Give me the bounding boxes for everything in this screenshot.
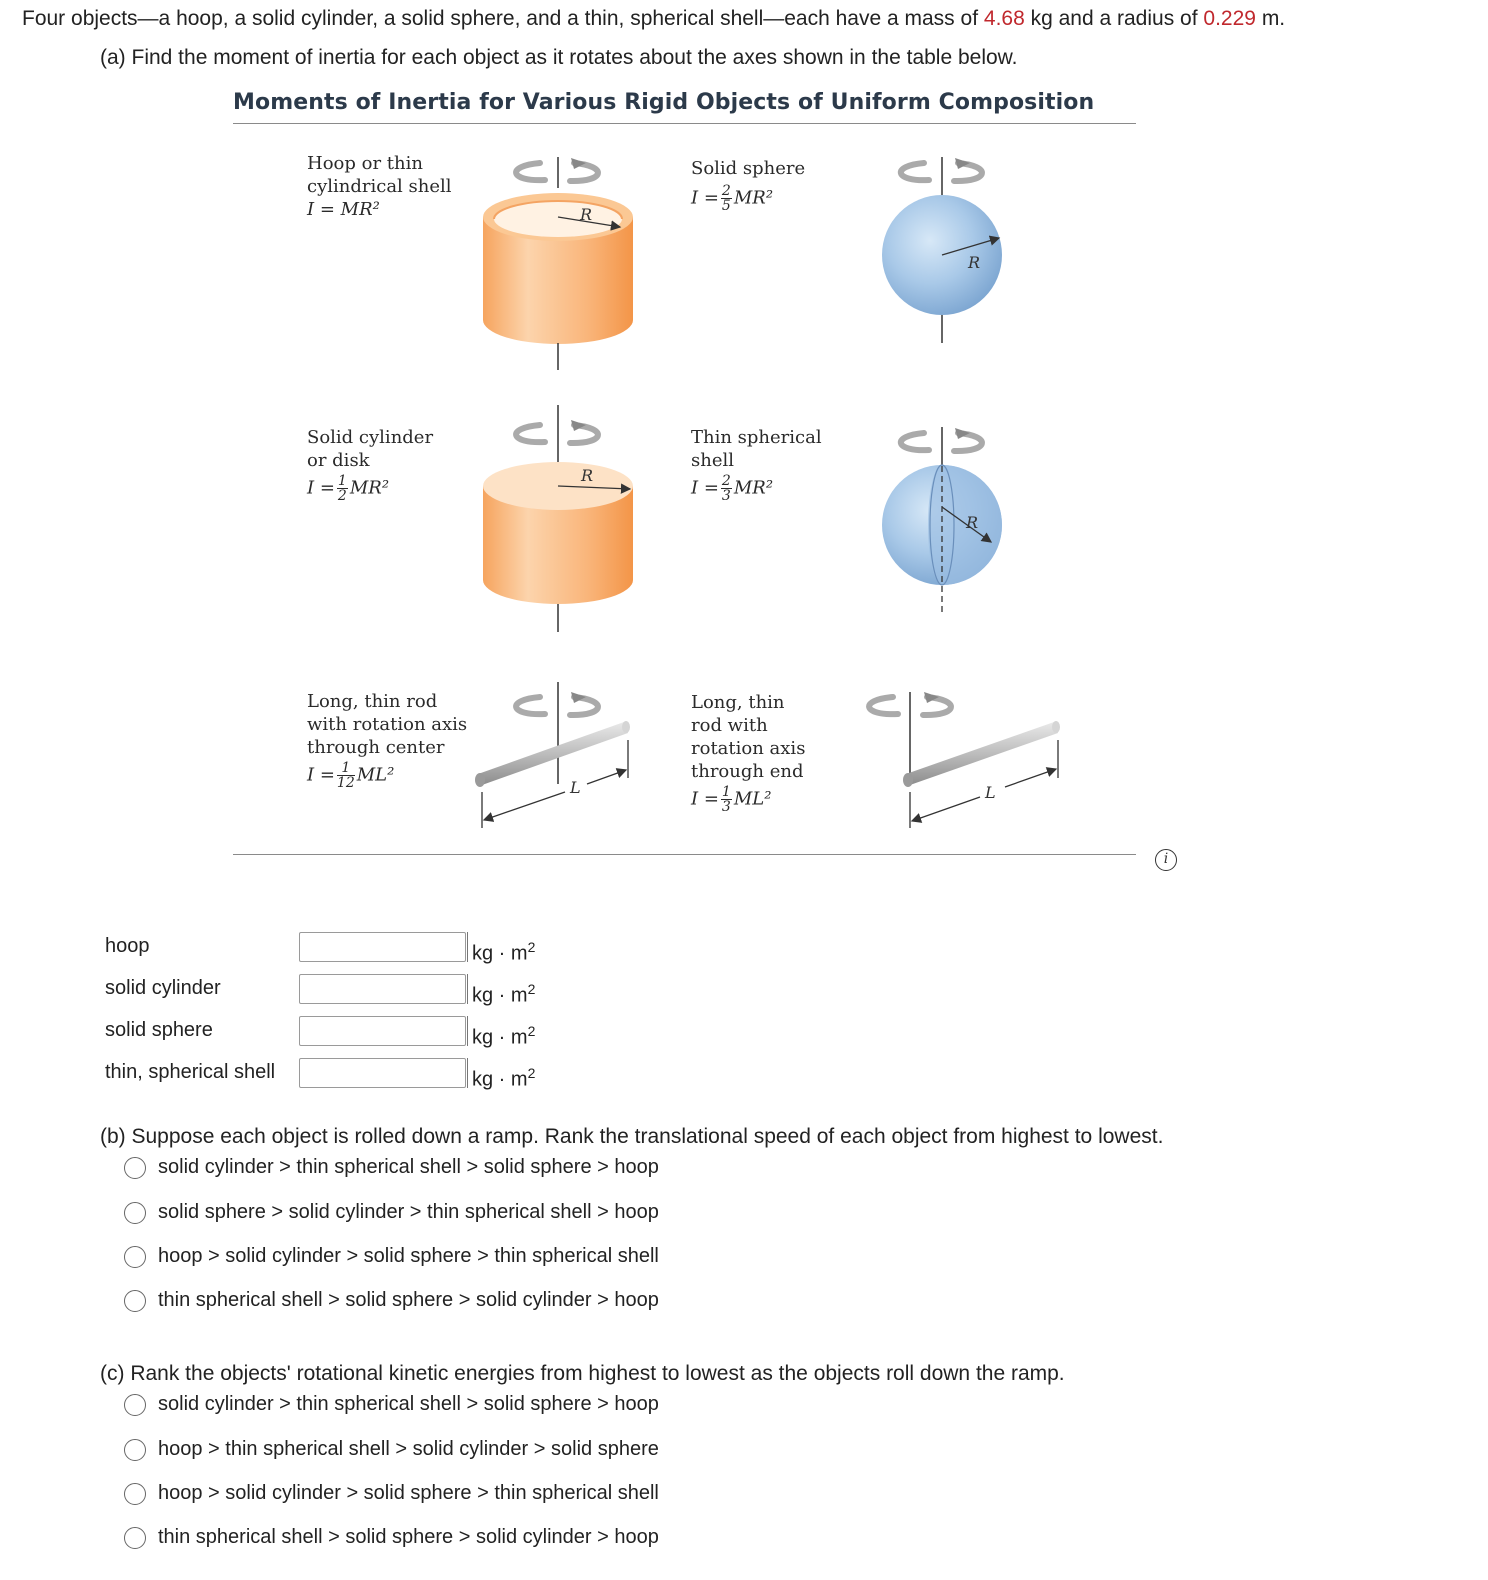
part-c-question: (c) Rank the objects' rotational kinetic energies from highest to lowest as the objects roll down the ramp. [100, 1362, 1065, 1385]
radio-button[interactable] [124, 1202, 146, 1224]
solid-sphere-illustration [882, 157, 1002, 343]
formula-rhs: MR² [733, 477, 774, 499]
formula-lhs: I = [307, 764, 335, 786]
rod-end-name-line4: through end [691, 761, 804, 782]
intro-text: Four objects—a hoop, a solid cylinder, a solid sphere, and a thin, spherical shell—each have a mass of [22, 7, 979, 30]
thin-shell-illustration [882, 427, 1002, 612]
fraction-numerator: 1 [337, 761, 355, 776]
option-label: thin spherical shell > solid sphere > solid cylinder > hoop [158, 1526, 659, 1548]
row-label-solid-cylinder: solid cylinder [105, 977, 221, 999]
radio-button[interactable] [124, 1157, 146, 1179]
radius-unit-text: m. [1261, 7, 1286, 30]
thin-shell-name-line2: shell [691, 450, 734, 471]
unit-text: kg · m [472, 942, 528, 965]
option-label: solid cylinder > thin spherical shell > solid sphere > hoop [158, 1393, 659, 1415]
formula-lhs: I = [307, 477, 335, 499]
unit-text: kg · m [472, 1068, 528, 1091]
unit-label [467, 1016, 536, 1049]
thin-shell-name-line1: Thin spherical [691, 427, 822, 448]
length-label: L [985, 783, 996, 802]
unit-exponent: 2 [527, 981, 536, 997]
thin-shell-inertia-input[interactable] [299, 1058, 466, 1088]
fraction-numerator: 2 [721, 473, 731, 489]
rod-center-name-line1: Long, thin rod [307, 691, 438, 712]
solid-sphere-name: Solid sphere [691, 158, 806, 179]
formula-lhs: I = [691, 187, 719, 209]
rod-end-name-line2: rod with [691, 715, 768, 736]
formula-rhs: ML² [733, 788, 772, 810]
part-b-option[interactable] [124, 1245, 659, 1268]
option-label: hoop > thin spherical shell > solid cylinder > solid sphere [158, 1438, 659, 1460]
part-c-option[interactable] [124, 1393, 659, 1416]
fraction-denominator: 12 [336, 775, 355, 791]
rod-end-name-line1: Long, thin [691, 692, 785, 713]
row-label-hoop: hoop [105, 935, 150, 957]
unit-label [467, 932, 536, 965]
unit-exponent: 2 [527, 1065, 536, 1081]
solid-sphere-inertia-input[interactable] [299, 1016, 466, 1046]
unit-label [467, 974, 536, 1007]
option-label: solid cylinder > thin spherical shell > solid sphere > hoop [158, 1156, 659, 1178]
unit-text: kg · m [472, 984, 528, 1007]
row-label-solid-sphere: solid sphere [105, 1019, 213, 1041]
part-c-option[interactable] [124, 1482, 659, 1505]
unit-exponent: 2 [527, 939, 536, 955]
radio-button[interactable] [124, 1527, 146, 1549]
rod-end-illustration [869, 692, 1060, 828]
radius-label: R [968, 253, 981, 272]
fraction-denominator: 3 [721, 488, 731, 504]
option-label: thin spherical shell > solid sphere > solid cylinder > hoop [158, 1289, 659, 1311]
part-b-option[interactable] [124, 1156, 659, 1179]
rod-center-name-line3: through center [307, 737, 445, 758]
hoop-formula: I = MR² [307, 199, 380, 220]
radius-label: R [580, 205, 593, 224]
hoop-inertia-input[interactable] [299, 932, 466, 962]
part-b-option[interactable] [124, 1289, 659, 1312]
unit-exponent: 2 [527, 1023, 536, 1039]
radio-button[interactable] [124, 1246, 146, 1268]
fraction-denominator: 5 [721, 198, 731, 214]
length-label: L [570, 778, 581, 797]
part-c-option[interactable] [124, 1438, 659, 1461]
radio-button[interactable] [124, 1394, 146, 1416]
fraction-numerator: 1 [721, 784, 731, 800]
fraction-denominator: 2 [337, 488, 347, 504]
solid-cylinder-inertia-input[interactable] [299, 974, 466, 1004]
fraction-numerator: 2 [721, 183, 731, 199]
info-icon[interactable]: i [1155, 849, 1177, 871]
hoop-name-line1: Hoop or thin [307, 153, 423, 174]
option-label: solid sphere > solid cylinder > thin spherical shell > hoop [158, 1201, 659, 1223]
rod-center-name-line2: with rotation axis [307, 714, 468, 735]
solid-cylinder-illustration [483, 405, 633, 632]
radio-button[interactable] [124, 1290, 146, 1312]
radius-label: R [966, 513, 979, 532]
table-title: Moments of Inertia for Various Rigid Objects of Uniform Composition [233, 90, 1095, 115]
mass-unit-text: kg and a radius of [1030, 7, 1198, 30]
formula-rhs: ML² [356, 764, 395, 786]
part-b-option[interactable] [124, 1201, 659, 1224]
formula-rhs: MR² [733, 187, 774, 209]
formula-lhs: I = [691, 477, 719, 499]
rotation-arrow-icon [516, 158, 598, 181]
formula-lhs: I = [691, 788, 719, 810]
option-label: hoop > solid cylinder > solid sphere > thin spherical shell [158, 1482, 659, 1504]
radius-label: R [581, 466, 594, 485]
hoop-name-line2: cylindrical shell [307, 176, 452, 197]
hoop-illustration [483, 157, 633, 370]
part-b-question: (b) Suppose each object is rolled down a ramp. Rank the translational speed of each object from highest to lowest. [100, 1125, 1164, 1148]
fraction-denominator: 3 [721, 799, 731, 815]
unit-label [467, 1058, 536, 1091]
solid-cylinder-name-line2: or disk [307, 450, 370, 471]
mass-value: 4.68 [983, 7, 1025, 30]
fraction-numerator: 1 [337, 473, 347, 489]
unit-text: kg · m [472, 1026, 528, 1049]
part-c-option[interactable] [124, 1526, 659, 1549]
option-label: hoop > solid cylinder > solid sphere > thin spherical shell [158, 1245, 659, 1267]
radio-button[interactable] [124, 1483, 146, 1505]
row-label-thin-shell: thin, spherical shell [105, 1061, 276, 1083]
rod-end-name-line3: rotation axis [691, 738, 806, 759]
solid-cylinder-name-line1: Solid cylinder [307, 427, 434, 448]
radio-button[interactable] [124, 1439, 146, 1461]
rod-center-illustration [475, 682, 630, 828]
part-a-question: (a) Find the moment of inertia for each object as it rotates about the axes shown in the table below. [100, 46, 1018, 69]
radius-value: 0.229 [1203, 7, 1256, 30]
formula-rhs: MR² [349, 477, 390, 499]
rotation-arrow-icon [516, 420, 598, 443]
rotation-arrow-icon [516, 692, 598, 715]
